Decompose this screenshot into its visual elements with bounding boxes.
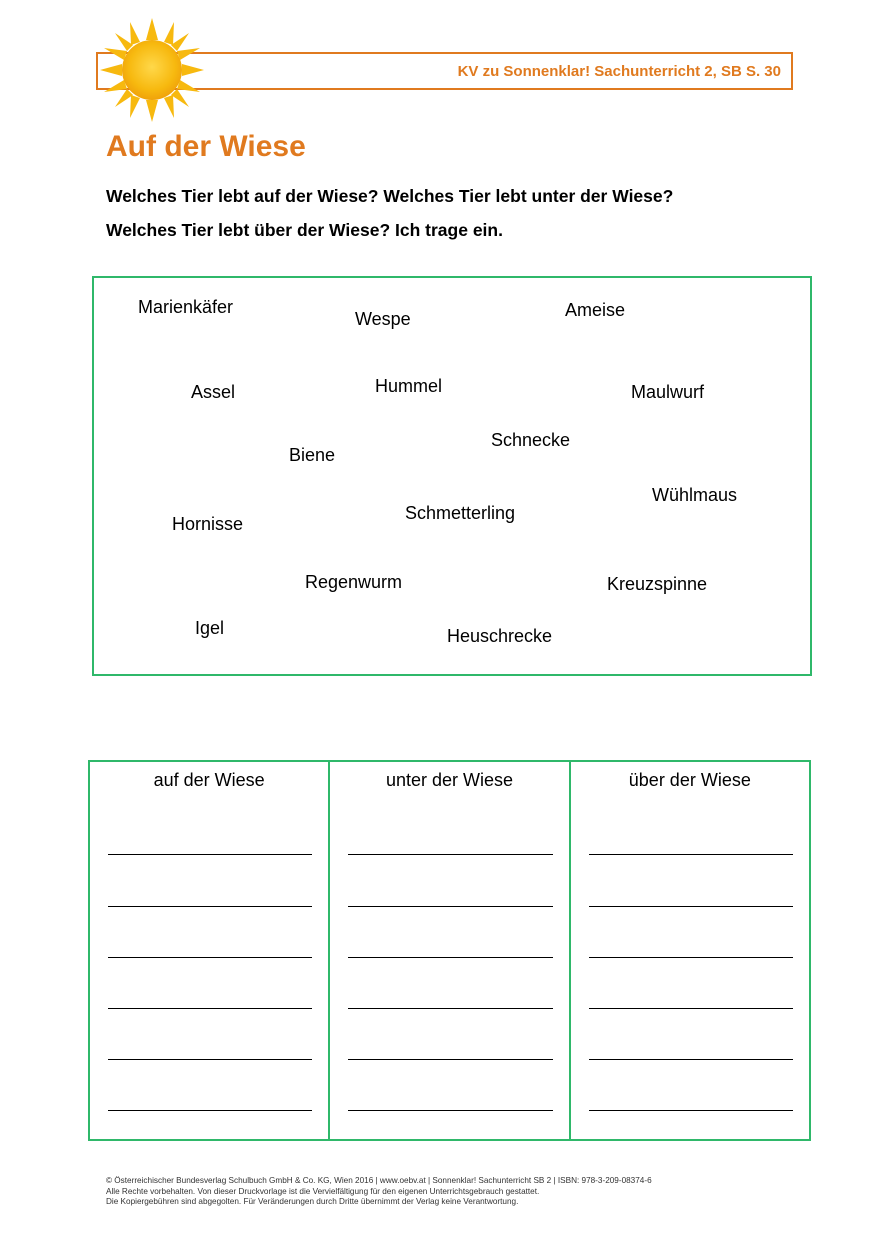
- column-header: auf der Wiese: [153, 770, 265, 790]
- footer-line-1: © Österreichischer Bundesverlag Schulbuch GmbH & Co. KG, Wien 2016 | www.oebv.at | Sonnenklar! Sachunterricht SB 2 | ISBN: 978-3-209-08374-6: [106, 1176, 652, 1185]
- word-maulwurf: Maulwurf: [631, 382, 705, 402]
- footer-copyright: [106, 1176, 652, 1208]
- column-auf-der-wiese: [90, 762, 328, 1139]
- column-header: unter der Wiese: [385, 770, 514, 790]
- word-marienkaefer: Marienkäfer: [138, 297, 234, 317]
- answer-line[interactable]: [348, 1008, 552, 1009]
- word-wuehlmaus: Wühlmaus: [652, 485, 738, 505]
- answer-line[interactable]: [348, 854, 552, 855]
- word-schnecke: Schnecke: [491, 430, 571, 450]
- header-text: KV zu Sonnenklar! Sachunterricht 2, SB S. 30: [457, 63, 781, 80]
- column-ueber-der-wiese: [569, 762, 809, 1139]
- answer-line[interactable]: [348, 906, 552, 907]
- answer-line[interactable]: [348, 1110, 552, 1111]
- answer-line[interactable]: [589, 1008, 793, 1009]
- answer-line[interactable]: [589, 906, 793, 907]
- footer-line-3: Die Kopiergebühren sind abgegolten. Für Veränderungen durch Dritte übernimmt der Verlag keine Verantwortung.: [106, 1197, 519, 1206]
- instruction-line-1: Welches Tier lebt auf der Wiese? Welches Tier lebt unter der Wiese?: [106, 186, 674, 206]
- answer-line[interactable]: [108, 1008, 312, 1009]
- word-schmetterling: Schmetterling: [405, 503, 516, 523]
- word-wespe: Wespe: [355, 309, 411, 329]
- word-assel: Assel: [191, 382, 236, 402]
- word-hummel: Hummel: [375, 376, 443, 396]
- word-heuschrecke: Heuschrecke: [447, 626, 553, 646]
- word-biene: Biene: [289, 445, 336, 465]
- answer-table: [88, 760, 811, 1141]
- word-kreuzspinne: Kreuzspinne: [607, 574, 708, 594]
- column-header: über der Wiese: [628, 770, 751, 790]
- answer-line[interactable]: [348, 957, 552, 958]
- sun-icon: [100, 18, 204, 122]
- word-bank: [92, 276, 812, 676]
- page-title: Auf der Wiese: [106, 130, 306, 163]
- answer-line[interactable]: [108, 1110, 312, 1111]
- answer-line[interactable]: [589, 1110, 793, 1111]
- word-regenwurm: Regenwurm: [305, 572, 403, 592]
- footer-line-2: Alle Rechte vorbehalten. Von dieser Druckvorlage ist die Vervielfältigung für den eigenen Unterrichtsgebrauch gestattet.: [106, 1186, 540, 1196]
- word-hornisse: Hornisse: [172, 514, 244, 534]
- word-igel: Igel: [195, 618, 225, 638]
- answer-line[interactable]: [589, 854, 793, 855]
- answer-line[interactable]: [589, 1059, 793, 1060]
- answer-line[interactable]: [108, 854, 312, 855]
- answer-line[interactable]: [348, 1059, 552, 1060]
- answer-line[interactable]: [108, 1059, 312, 1060]
- answer-line[interactable]: [108, 957, 312, 958]
- column-unter-der-wiese: [328, 762, 568, 1139]
- answer-line[interactable]: [589, 957, 793, 958]
- instruction-line-2: Welches Tier lebt über der Wiese? Ich trage ein.: [106, 220, 503, 240]
- answer-line[interactable]: [108, 906, 312, 907]
- word-ameise: Ameise: [565, 300, 626, 320]
